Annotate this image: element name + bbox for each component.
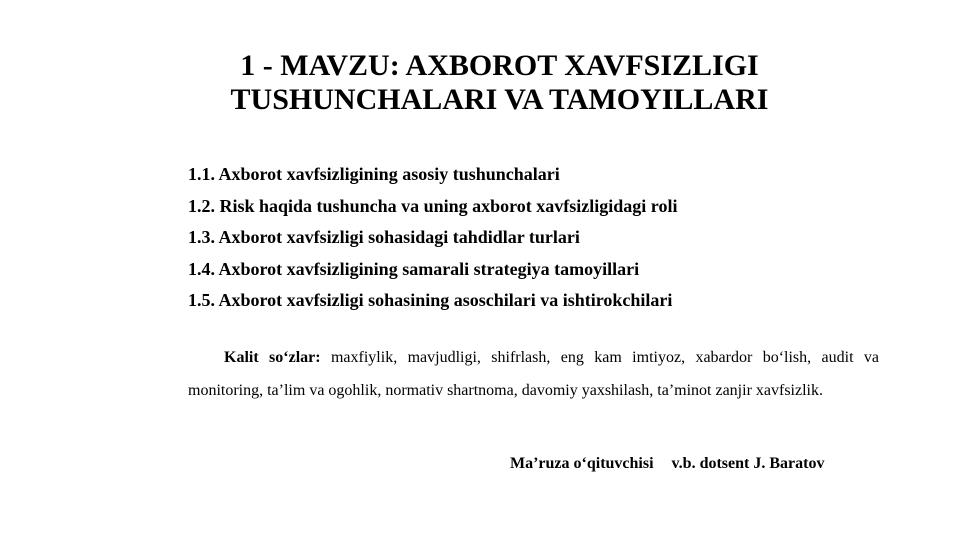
topic-item-1-4: 1.4. Axborot xavfsizligining samarali strategiya tamoyillari — [188, 258, 640, 279]
lecturer-line — [510, 453, 824, 475]
topic-item-1-5: 1.5. Axborot xavfsizligi sohasining asoschilari va ishtirokchilari — [188, 290, 673, 310]
topic-item-1-3: 1.3. Axborot xavfsizligi sohasidagi tahdidlar turlari — [188, 227, 580, 247]
slide-title-line-1: 1 - MAVZU: AXBOROT XAVFSIZLIGI — [240, 49, 759, 82]
keywords-paragraph — [188, 341, 879, 407]
keywords-text: maxfiylik, mavjudligi, shifrlash, eng kam imtiyoz, xabardor bo‘lish, audit va monitoring, ta’lim va ogohlik, normativ shartnoma, davomiy yaxshilash, ta’minot zanjir xavfsizlik. — [188, 349, 879, 399]
topic-item-1-1: 1.1. Axborot xavfsizligining asosiy tushunchalari — [188, 164, 560, 184]
topic-list — [188, 159, 677, 317]
lecturer-name: v.b. dotsent J. Baratov — [671, 455, 825, 472]
slide-title-line-2: TUSHUNCHALARI VA TAMOYILLARI — [230, 83, 769, 116]
lecturer-role: Ma’ruza o‘qituvchisi — [510, 455, 654, 472]
keywords-label: Kalit so‘zlar: — [224, 349, 321, 366]
topic-item-1-2: 1.2. Risk haqida tushuncha va uning axborot xavfsizligidagi roli — [188, 195, 678, 216]
